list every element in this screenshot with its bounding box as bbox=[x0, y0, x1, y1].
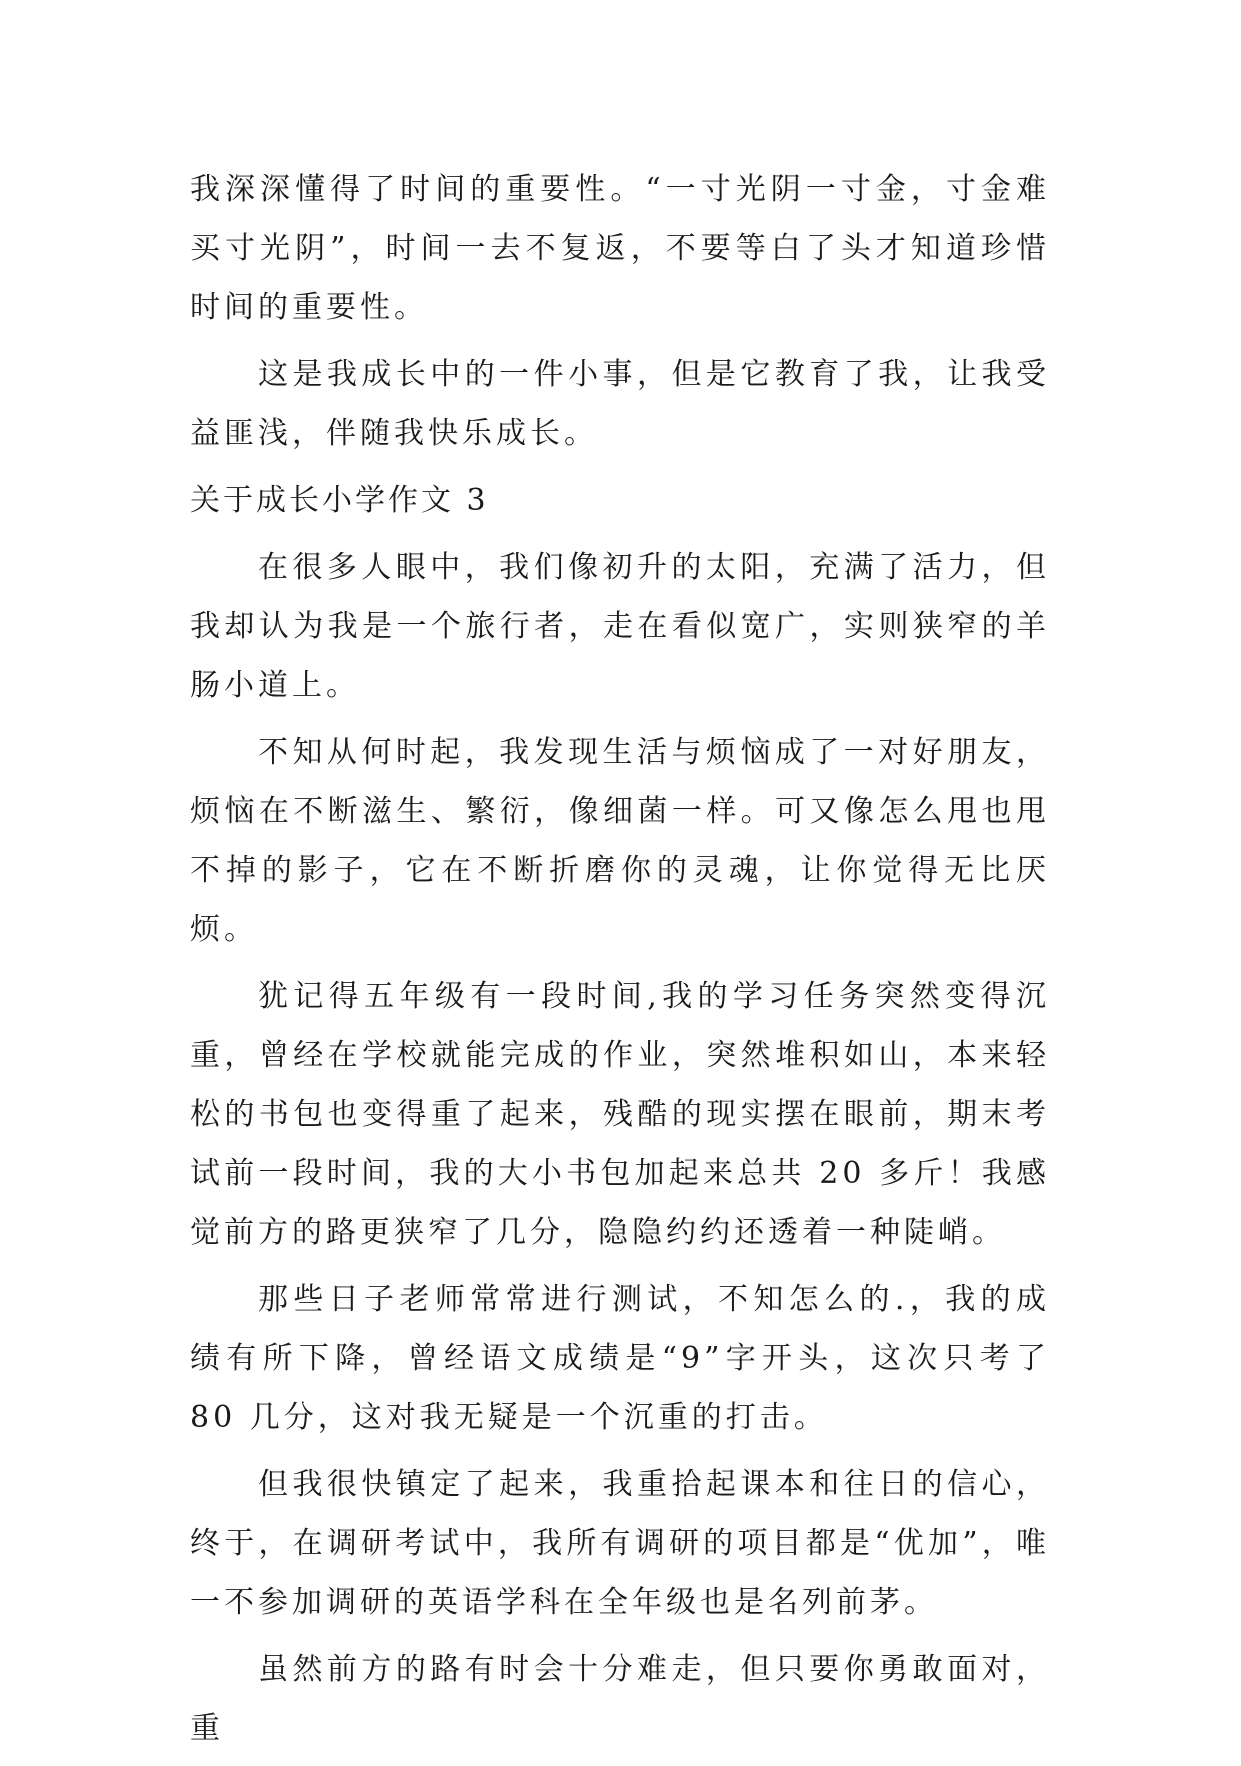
paragraph-2: 这是我成长中的一件小事，但是它教育了我，让我受益匪浅，伴随我快乐成长。 bbox=[190, 357, 1050, 451]
section-heading: 关于成长小学作文 3 bbox=[190, 483, 489, 518]
paragraph-4: 不知从何时起，我发现生活与烦恼成了一对好朋友，烦恼在不断滋生、繁衍，像细菌一样。可又像怎么甩也甩不掉的影子，它在不断折磨你的灵魂，让你觉得无比厌烦。 bbox=[190, 735, 1050, 947]
paragraph-7: 但我很快镇定了起来，我重拾起课本和往日的信心，终于，在调研考试中，我所有调研的项目都是“优加”，唯一不参加调研的英语学科在全年级也是名列前茅。 bbox=[190, 1467, 1050, 1620]
paragraph-6: 那些日子老师常常进行测试，不知怎么的.，我的成绩有所下降，曾经语文成绩是“9”字开头，这次只考了 80 几分，这对我无疑是一个沉重的打击。 bbox=[190, 1282, 1050, 1435]
document-body bbox=[190, 160, 1050, 1766]
paragraph-1: 我深深懂得了时间的重要性。“一寸光阴一寸金，寸金难买寸光阴”，时间一去不复返，不要等白了头才知道珍惜时间的重要性。 bbox=[190, 172, 1050, 325]
paragraph-8: 虽然前方的路有时会十分难走，但只要你勇敢面对，重 bbox=[190, 1652, 1050, 1746]
paragraph-3: 在很多人眼中，我们像初升的太阳，充满了活力，但我却认为我是一个旅行者，走在看似宽广，实则狭窄的羊肠小道上。 bbox=[190, 550, 1050, 703]
paragraph-5: 犹记得五年级有一段时间,我的学习任务突然变得沉重，曾经在学校就能完成的作业，突然堆积如山，本来轻松的书包也变得重了起来，残酷的现实摆在眼前，期末考试前一段时间，我的大小书包加起来总共 20 多斤！我感觉前方的路更狭窄了几分，隐隐约约还透着一种陡峭。 bbox=[190, 979, 1050, 1250]
